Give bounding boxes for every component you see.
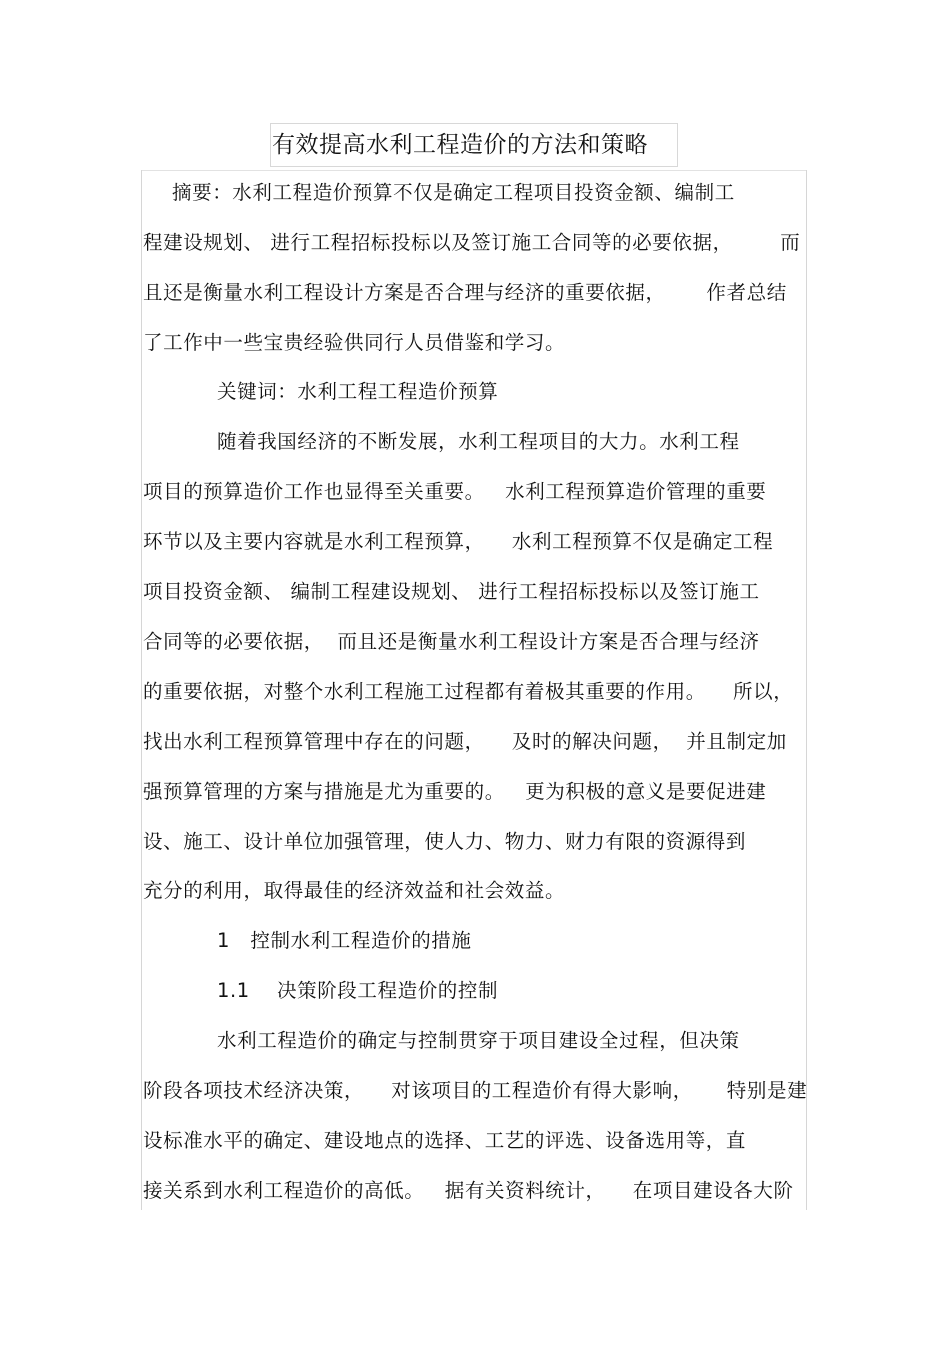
body-line-5: 合同等的必要依据， 而且还是衡量水利工程设计方案是否合理与经济 <box>143 630 760 653</box>
body-line-3: 环节以及主要内容就是水利工程预算， 水利工程预算不仅是确定工程 <box>143 530 774 553</box>
abstract-line-3: 且还是衡量水利工程设计方案是否合理与经济的重要依据， 作者总结 <box>143 281 787 304</box>
keywords-line: 关键词：水利工程工程造价预算 <box>217 380 499 403</box>
section-body-line-3: 设标准水平的确定、建设地点的选择、工艺的评选、设备选用等，直 <box>143 1129 747 1152</box>
text-frame-right-border <box>806 170 807 1210</box>
text-frame-left-border <box>141 170 142 1210</box>
body-line-8: 强预算管理的方案与措施是尤为重要的。 更为积极的意义是要促进建 <box>143 780 767 803</box>
section-heading-1-1: 1.1 决策阶段工程造价的控制 <box>217 979 499 1002</box>
body-line-9: 设、施工、设计单位加强管理，使人力、物力、财力有限的资源得到 <box>143 830 747 853</box>
body-line-4: 项目投资金额、 编制工程建设规划、 进行工程招标投标以及签订施工 <box>143 580 760 603</box>
abstract-line-4: 了工作中一些宝贵经验供同行人员借鉴和学习。 <box>143 331 566 354</box>
section-body-line-2: 阶段各项技术经济决策， 对该项目的工程造价有得大影响， 特别是建 <box>143 1079 808 1102</box>
section-heading-1: 1 控制水利工程造价的措施 <box>217 929 472 952</box>
body-line-2: 项目的预算造价工作也显得至关重要。 水利工程预算造价管理的重要 <box>143 480 767 503</box>
section-body-line-1: 水利工程造价的确定与控制贯穿于项目建设全过程，但决策 <box>217 1029 740 1052</box>
abstract-line-2: 程建设规划、 进行工程招标投标以及签订施工合同等的必要依据， 而 <box>143 231 801 254</box>
document-title: 有效提高水利工程造价的方法和策略 <box>272 132 648 158</box>
section-body-line-4: 接关系到水利工程造价的高低。 据有关资料统计， 在项目建设各大阶 <box>143 1179 794 1202</box>
body-line-7: 找出水利工程预算管理中存在的问题， 及时的解决问题， 并且制定加 <box>143 730 787 753</box>
abstract-line-1: 摘要：水利工程造价预算不仅是确定工程项目投资金额、编制工 <box>172 181 735 204</box>
body-line-6: 的重要依据，对整个水利工程施工过程都有着极其重要的作用。 所以， <box>143 680 794 703</box>
body-line-1: 随着我国经济的不断发展，水利工程项目的大力。水利工程 <box>217 430 740 453</box>
body-line-10: 充分的利用，取得最佳的经济效益和社会效益。 <box>143 879 566 902</box>
text-frame-top-border <box>141 170 807 171</box>
